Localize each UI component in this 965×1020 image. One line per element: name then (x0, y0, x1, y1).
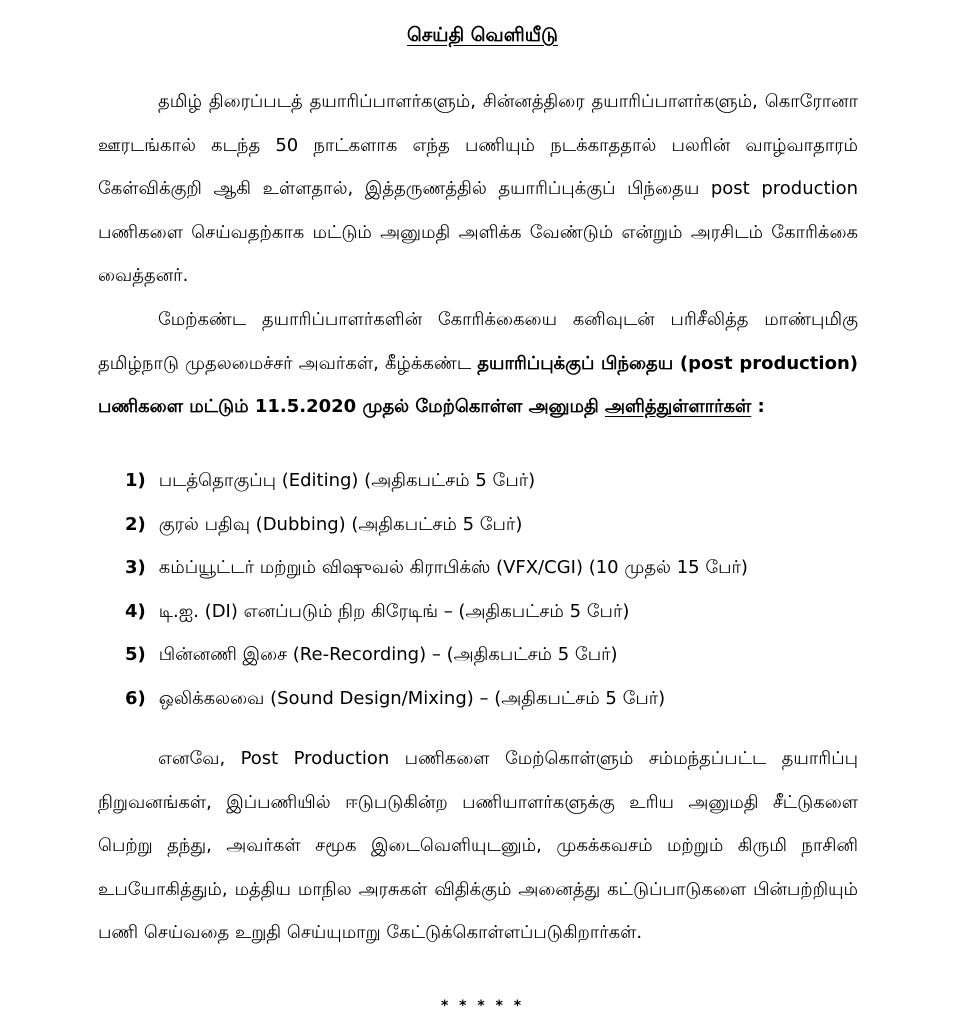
list-item-number: 5) (125, 644, 146, 665)
permission-bold-tail: : (751, 396, 765, 417)
permission-bold-text: தயாரிப்புக்குப் பிந்தைய (post production) பணிகளை மட்டும் 11.5.2020 முதல் மேற்கொள்ள அனுமதி (98, 352, 858, 417)
list-item-text: ஒலிக்கலவை (Sound Design/Mixing) – (அதிகபட்சம் 5 பேர்) (158, 687, 666, 709)
list-item (125, 459, 885, 503)
permission-bold-underlined-text: அளித்துள்ளார்கள் (604, 396, 752, 417)
list-item-number: 4) (125, 600, 146, 622)
list-item (125, 633, 885, 677)
list-item-number: 2) (125, 513, 146, 535)
paragraph-instructions: எனவே, Post Production பணிகளை மேற்கொள்ளும் சம்மந்தப்பட்ட தயாரிப்பு நிறுவனங்கள், இப்பணியில் ஈடுபடுகின்ற பணியாளர்களுக்கு உரிய அனுமதி சீட்டுகளை பெற்று தந்து, அவர்கள் சமூக இடைவெளியுடனும், முகக்கவசம் மற்றும் கிருமி நாசினி உபயோகித்தும், மத்திய மாநில அரசுகள் விதிக்கும் அனைத்து கட்டுப்பாடுகளை பின்பற்றியும் பணி செய்வதை உறுதி செய்யுமாறு கேட்டுக்கொள்ளப்படுகிறார்கள். (98, 748, 858, 943)
paragraph-permission (98, 298, 858, 429)
list-item-text: குரல் பதிவு (Dubbing) (அதிகபட்சம் 5 பேர்) (158, 513, 523, 535)
list-item (125, 546, 885, 590)
list-item (125, 503, 885, 547)
list-item (125, 590, 885, 634)
permission-lead-text: மேற்கண்ட தயாரிப்பாளர்களின் கோரிக்கையை கனிவுடன் பரிசீலித்த மாண்புமிகு தமிழ்நாடு முதலமைச்சர் அவர்கள், கீழ்க்கண்ட (98, 309, 858, 374)
list-item-number: 6) (125, 687, 146, 709)
end-marker: * * * * * (440, 998, 525, 1014)
list-item-text: படத்தொகுப்பு (Editing) (அதிகபட்சம் 5 பேர்) (158, 470, 536, 491)
list-item (125, 677, 885, 721)
list-item-text: பின்னணி இசை (Re-Recording) – (அதிகபட்சம் 5 பேர்) (158, 644, 618, 665)
list-item-text: கம்ப்யூட்டர் மற்றும் விஷுவல் கிராபிக்ஸ் (VFX/CGI) (10 முதல் 15 பேர்) (158, 557, 748, 578)
paragraph-request: தமிழ் திரைப்படத் தயாரிப்பாளர்களும், சின்னத்திரை தயாரிப்பாளர்களும், கொரோனா ஊரடங்கால் கடந்த 50 நாட்களாக எந்த பணியும் நடக்காததால் பலரின் வாழ்வாதாரம் கேள்விக்குறி ஆகி உள்ளதால், இத்தருணத்தில் தயாரிப்புக்குப் பிந்தைய post production பணிகளை செய்வதற்காக மட்டும் அனுமதி அளிக்க வேண்டும் என்றும் அரசிடம் கோரிக்கை வைத்தனர். (98, 91, 858, 286)
list-item-number: 1) (125, 470, 146, 491)
permitted-works-list (125, 459, 885, 720)
list-item-text: டி.ஐ. (DI) எனப்படும் நிற கிரேடிங் – (அதிகபட்சம் 5 பேர்) (158, 600, 630, 622)
page-title: செய்தி வெளியீடு (406, 24, 558, 46)
list-item-number: 3) (125, 557, 146, 578)
